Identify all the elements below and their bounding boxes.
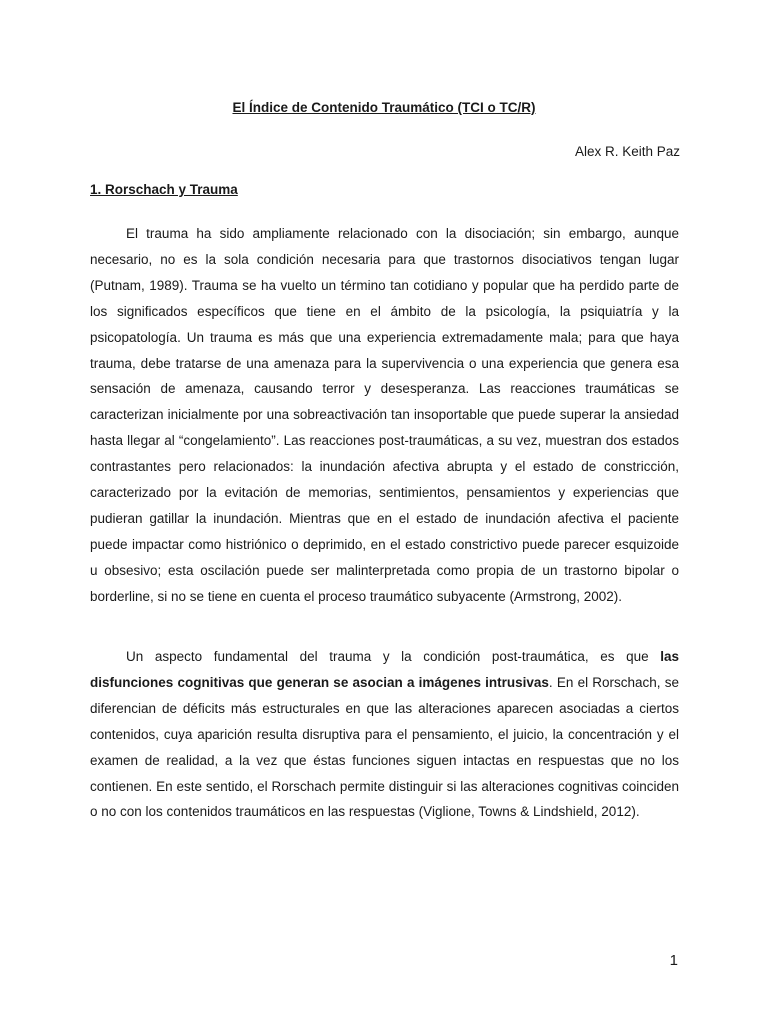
page-number: 1 — [669, 952, 678, 969]
paragraph-1: El trauma ha sido ampliamente relacionado con la disociación; sin embargo, aunque necesario, no es la sola condición necesaria para que trastornos disociativos tengan lugar (Putnam, 1989). Trauma se ha vuelto un término tan cotidiano y popular que ha perdido parte de los significados específicos que tiene en el ámbito de la psicología, la psiquiatría y la psicopatología. Un trauma es más que una experiencia extremadamente mala; para que haya trauma, debe tratarse de una amenaza para la supervivencia o una experiencia que genera esa sensación de amenaza, causando terror y desesperanza. Las reacciones traumáticas se caracterizan inicialmente por una sobreactivación tan insoportable que puede superar la ansiedad hasta llegar al “congelamiento”. Las reacciones post-traumáticas, a su vez, muestran dos estados contrastantes pero relacionados: la inundación afectiva abrupta y el estado de constricción, caracterizado por la evitación de memorias, sentimientos, pensamientos y experiencias que pudieran gatillar la inundación. Mientras que en el estado de inundación afectiva el paciente puede impactar como histriónico o deprimido, en el estado constrictivo puede parecer esquizoide u obsesivo; esta oscilación puede ser malinterpretada como propia de un trastorno bipolar o borderline, si no se tiene en cuenta el proceso traumático subyacente (Armstrong, 2002). — [90, 226, 679, 604]
section-heading: 1. Rorschach y Trauma — [90, 182, 238, 197]
paragraph-2-emphasis: las disfunciones cognitivas que generan se asocian a imágenes intrusivas — [90, 649, 679, 690]
document-title: El Índice de Contenido Traumático (TCI o TC/R) — [232, 100, 536, 115]
paragraph-2 — [90, 644, 679, 825]
author-name: Alex R. Keith Paz — [574, 144, 680, 159]
paragraph-2-intro: Un aspecto fundamental del trauma y la condición post-traumática, es que — [126, 649, 661, 664]
paragraph-2-rest: . En el Rorschach, se diferencian de déficits más estructurales en que las alteraciones aparecen asociadas a ciertos contenidos, cuya aparición resulta disruptiva para el pensamiento, el juicio, la concentración y el examen de realidad, a la vez que éstas funciones siguen intactas en respuestas que no los contienen. En este sentido, el Rorschach permite distinguir si las alteraciones cognitivas coinciden o no con los contenidos traumáticos en las respuestas (Viglione, Towns & Lindshield, 2012). — [90, 674, 679, 820]
